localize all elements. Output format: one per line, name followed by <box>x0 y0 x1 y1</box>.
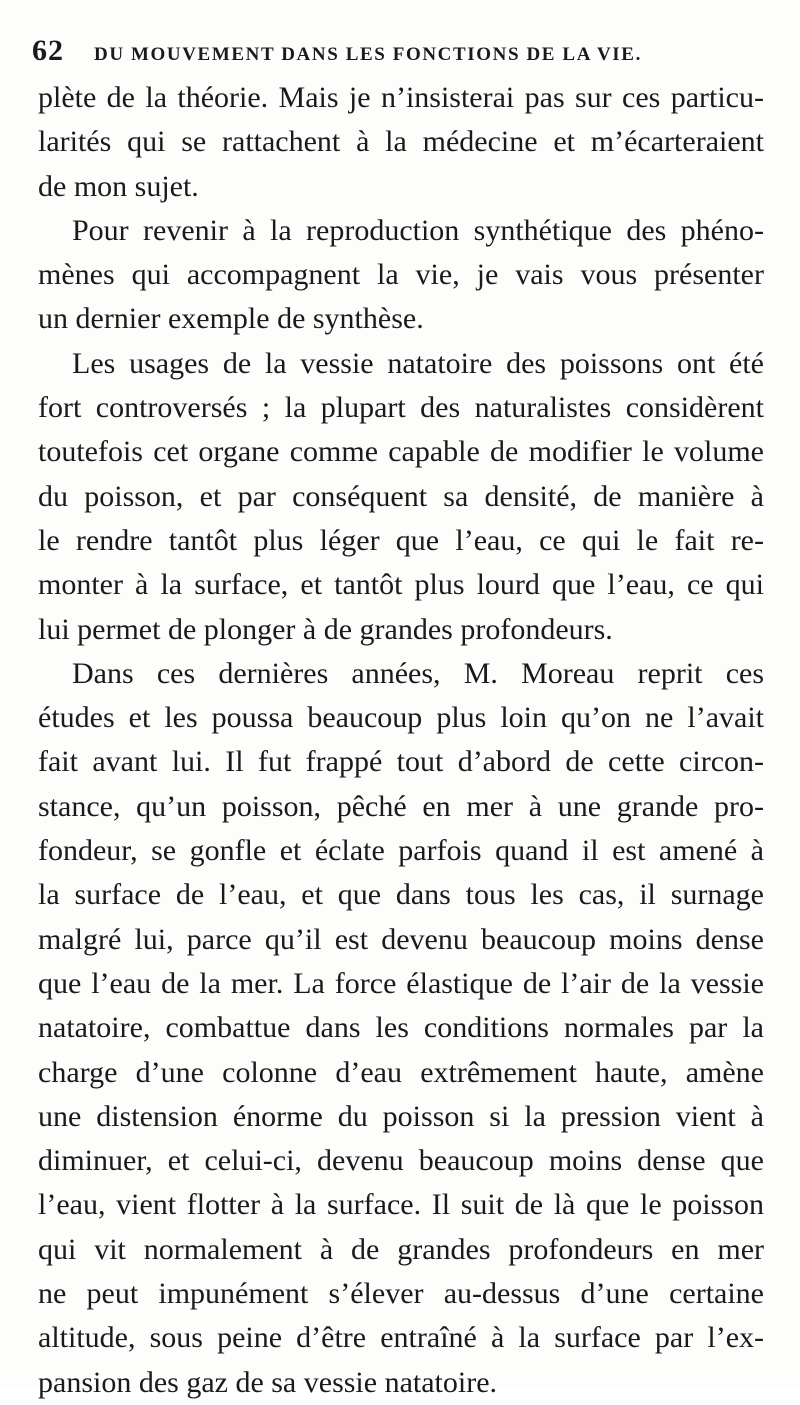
text-line: fondeur, se gonfle et éclate parfois quand il est amené à <box>38 834 764 868</box>
text-line: fait avant lui. Il fut frappé tout d’abord de cette circon- <box>38 745 764 779</box>
text-line: natatoire, combattue dans les conditions normales par la <box>38 1011 764 1045</box>
text-line: malgré lui, parce qu’il est devenu beaucoup moins dense <box>38 922 764 956</box>
body-text <box>38 76 764 1405</box>
text-line: pansion des gaz de sa vessie natatoire. <box>38 1365 498 1399</box>
running-title: DU MOUVEMENT DANS LES FONCTIONS DE LA VIE. <box>94 44 642 65</box>
text-line: du poisson, et par conséquent sa densité, de manière à <box>38 479 764 513</box>
text-line: une distension énorme du poisson si la pression vient à <box>38 1099 764 1133</box>
text-line: Pour revenir à la reproduction synthétique des phéno- <box>72 213 764 247</box>
paragraph-synthesis-intro <box>38 209 764 342</box>
paragraph-swim-bladder <box>38 342 764 652</box>
text-line: l’eau, vient flotter à la surface. Il suit de là que le poisson <box>38 1188 764 1222</box>
text-line: de mon sujet. <box>38 169 199 203</box>
paragraph-continuation <box>38 76 764 209</box>
text-line: ne peut impunément s’élever au-dessus d’une certaine <box>38 1277 764 1311</box>
text-line: monter à la surface, et tantôt plus lourd que l’eau, ce qui <box>38 568 764 602</box>
text-line: études et les poussa beaucoup plus loin qu’on ne l’avait <box>38 701 764 735</box>
text-line: le rendre tantôt plus léger que l’eau, ce qui le fait re- <box>38 523 764 557</box>
text-line: la surface de l’eau, et que dans tous les cas, il surnage <box>38 878 764 912</box>
page-number: 62 <box>32 34 64 67</box>
running-head <box>32 34 772 70</box>
text-line: fort controversés ; la plupart des naturalistes considèrent <box>38 391 764 425</box>
text-line: charge d’une colonne d’eau extrêmement haute, amène <box>38 1055 764 1089</box>
text-line: stance, qu’un poisson, pêché en mer à une grande pro- <box>38 789 764 823</box>
text-line: lui permet de plonger à de grandes profondeurs. <box>38 612 613 646</box>
text-line: plète de la théorie. Mais je n’insisterai pas sur ces particu- <box>38 81 764 114</box>
text-line: toutefois cet organe comme capable de modifier le volume <box>38 435 764 469</box>
text-line: qui vit normalement à de grandes profondeurs en mer <box>38 1232 764 1266</box>
text-line: altitude, sous peine d’être entraîné à la surface par l’ex- <box>38 1321 764 1355</box>
text-line: Dans ces dernières années, M. Moreau reprit ces <box>72 656 764 690</box>
text-line: que l’eau de la mer. La force élastique de l’air de la vessie <box>38 966 764 1000</box>
text-line: Les usages de la vessie natatoire des poissons ont été <box>72 346 764 380</box>
text-line: un dernier exemple de synthèse. <box>38 302 424 336</box>
text-line: larités qui se rattachent à la médecine et m’écarteraient <box>38 125 764 159</box>
text-line: mènes qui accompagnent la vie, je vais vous présenter <box>38 258 764 292</box>
text-line: diminuer, et celui-ci, devenu beaucoup moins dense que <box>38 1144 764 1178</box>
paragraph-moreau <box>38 652 764 1405</box>
